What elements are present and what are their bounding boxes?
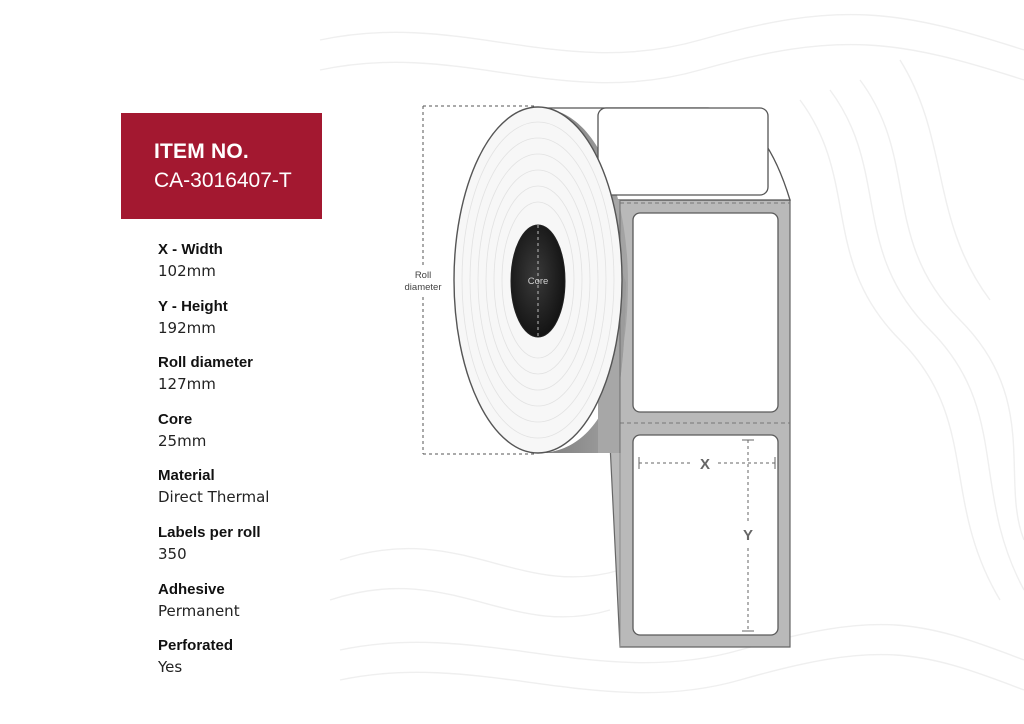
spec-label: X - Width	[158, 241, 223, 258]
spec-label: Perforated	[158, 637, 234, 655]
spec-value: 350	[158, 544, 187, 563]
spec-label: Material	[158, 467, 215, 485]
spec-value: 127mm	[158, 375, 216, 394]
roll-diameter-label-line1: Roll	[414, 270, 432, 281]
item-number-label: ITEM NO.	[154, 140, 249, 163]
roll-diameter-label-line2: diameter	[404, 282, 442, 293]
spec-value: 25mm	[158, 431, 207, 450]
spec-value: 192mm	[158, 318, 216, 337]
x-dimension-label: X	[699, 456, 711, 473]
spec-label: Roll diameter	[158, 354, 254, 372]
top-label	[598, 108, 768, 195]
core-label: Core	[527, 276, 549, 287]
label-1	[633, 213, 778, 412]
roll-face	[454, 107, 622, 453]
spec-label: Core	[158, 410, 193, 428]
y-dimension-label: Y	[742, 527, 754, 544]
spec-label: Labels per roll	[158, 523, 261, 541]
spec-value: Direct Thermal	[158, 488, 270, 507]
spec-label: Adhesive	[158, 580, 225, 598]
spec-label: Y - Height	[158, 297, 228, 315]
spec-value: Yes	[158, 658, 183, 677]
item-number-value: CA-3016407-T	[154, 169, 292, 192]
spec-value: 102mm	[158, 262, 216, 280]
spec-value: Permanent	[158, 601, 240, 620]
